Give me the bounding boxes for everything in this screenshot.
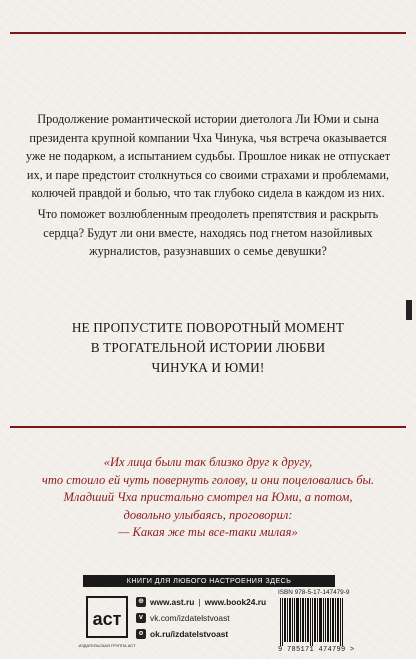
vk-link-row xyxy=(136,610,276,626)
description-paragraph: Что поможет возлюбленным преодолеть препятствия и раскрыть сердца? Будут ли они вместе, находясь под гнетом назойливых журналистов, разузнавших о семье девушки? xyxy=(37,206,379,259)
publisher-caption: ИЗДАТЕЛЬСКАЯ ГРУППА АСТ xyxy=(78,643,136,648)
ok-link-row xyxy=(136,626,276,642)
callout-line: ЧИНУКА И ЮМИ! xyxy=(151,360,265,375)
top-divider xyxy=(10,32,406,34)
globe-icon: ⊕ xyxy=(136,597,146,607)
quote-line: — Какая же ты все-таки милая» xyxy=(118,525,298,540)
ok-link[interactable]: ok.ru/izdatelstvoast xyxy=(150,629,229,639)
tagline-strip: КНИГИ ДЛЯ ЛЮБОГО НАСТРОЕНИЯ ЗДЕСЬ xyxy=(83,575,335,587)
quote-line: довольно улыбаясь, проговорил: xyxy=(123,507,293,522)
bottom-divider xyxy=(10,426,406,428)
quote-line: «Их лица были так близко друг к другу, xyxy=(103,455,313,469)
callout-text xyxy=(20,318,396,378)
description-paragraph: Продолжение романтической истории диетолога Ли Юми и сына президента крупной компании Чха Чинука, чья встреча оказывается уже не подарком, а испытанием судьбы. Прошлое никак не отпускает их, и паре предстоит столкнуться со своими страхами и проблемами, колючей правдой и болью, что так глубоко сидела в каждом из них. xyxy=(25,112,391,201)
publisher-links xyxy=(136,594,276,642)
svg-text:aст: aст xyxy=(92,609,122,629)
ast-logo-icon xyxy=(86,596,128,642)
barcode-graphic xyxy=(278,598,344,646)
vk-icon: v xyxy=(136,613,146,623)
site-links-row: ⊕ www.ast.ru | www.book24.ru xyxy=(136,594,276,610)
callout-line: В ТРОГАТЕЛЬНОЙ ИСТОРИИ ЛЮБВИ xyxy=(90,340,326,355)
ok-icon: o xyxy=(136,629,146,639)
quote-line: Младший Чха пристально смотрел на Юми, а потом, xyxy=(63,490,353,505)
quote-line: что стоило ей чуть повернуть голову, и они поцеловались бы. xyxy=(41,472,375,487)
book24-site-link[interactable]: www.book24.ru xyxy=(204,597,267,607)
barcode-digits: 9 785171 474799 > xyxy=(278,646,355,654)
book-quote xyxy=(20,454,396,542)
edge-mark xyxy=(406,300,412,320)
book-description xyxy=(20,110,396,261)
barcode-block xyxy=(278,589,355,654)
callout-line: НЕ ПРОПУСТИТЕ ПОВОРОТНЫЙ МОМЕНТ xyxy=(71,320,345,335)
vk-link[interactable]: vk.com/izdatelstvoast xyxy=(150,613,230,623)
ast-site-link[interactable]: www.ast.ru xyxy=(150,597,195,607)
isbn-label: ISBN 978-5-17-147479-9 xyxy=(278,589,350,596)
